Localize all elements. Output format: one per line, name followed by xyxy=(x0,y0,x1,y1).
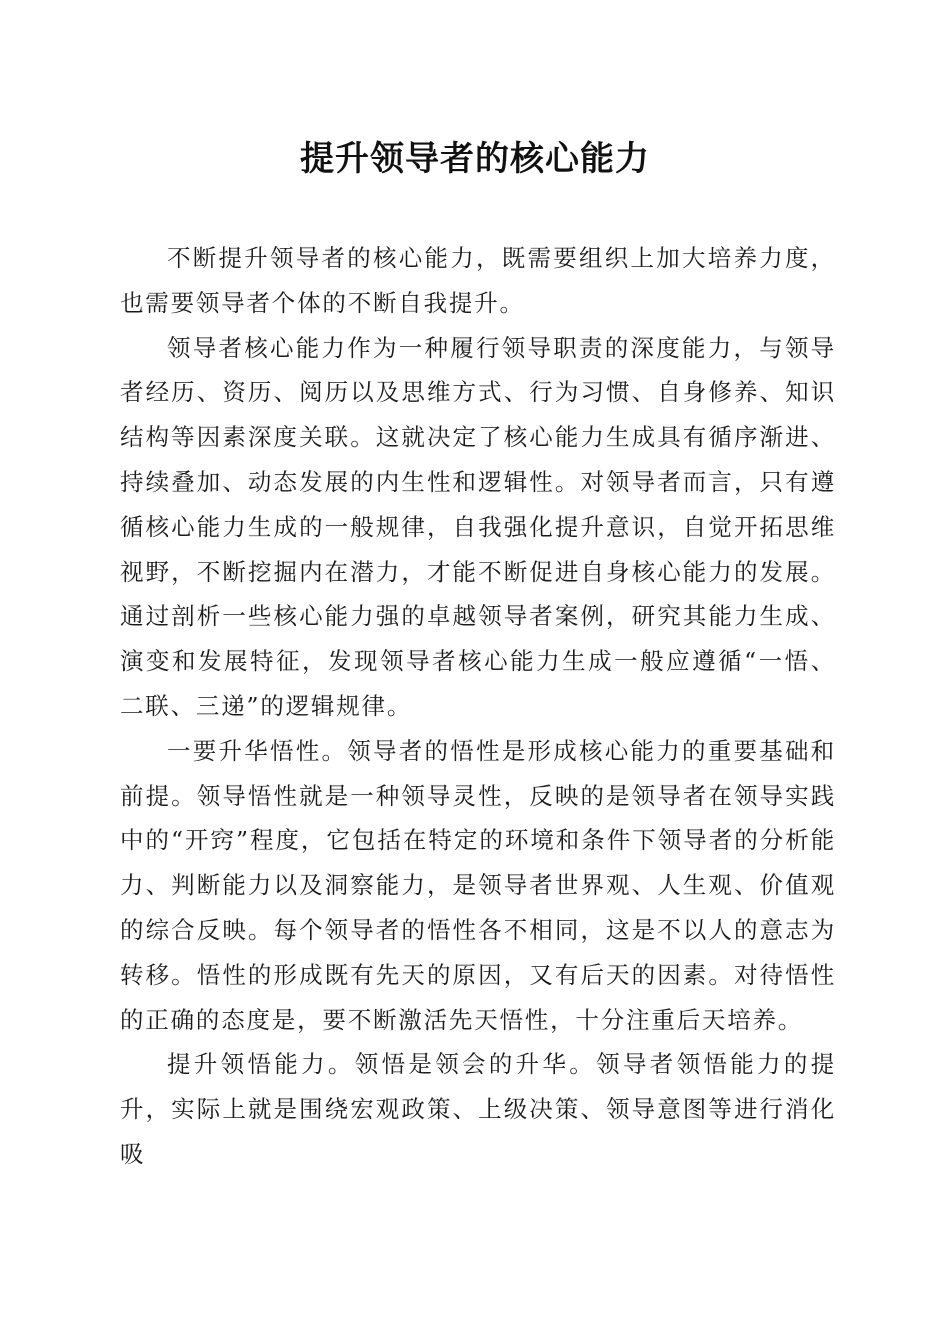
paragraph-core-ability: 领导者核心能力作为一种履行领导职责的深度能力，与领导者经历、资历、阅历以及思维方式、行为习惯、自身修养、知识结构等因素深度关联。这就决定了核心能力生成具有循序渐进、持续叠加、动态发展的内生性和逻辑性。对领导者而言，只有遵循核心能力生成的一般规律，自我强化提升意识，自觉开拓思维视野，不断挖掘内在潜力，才能不断促进自身核心能力的发展。通过剖析一些核心能力强的卓越领导者案例，研究其能力生成、演变和发展特征，发现领导者核心能力生成一般应遵循“一悟、二联、三递”的逻辑规律。 xyxy=(120,333,836,720)
document-body xyxy=(120,236,836,1177)
paragraph-intro: 不断提升领导者的核心能力，既需要组织上加大培养力度，也需要领导者个体的不断自我提升。 xyxy=(120,244,836,317)
document-title: 提升领导者的核心能力 xyxy=(300,139,650,179)
paragraph-comprehension: 提升领悟能力。领悟是领会的升华。领导者领悟能力的提升，实际上就是围绕宏观政策、上级决策、领导意图等进行消化吸 xyxy=(120,1050,836,1168)
paragraph-insight: 一要升华悟性。领导者的悟性是形成核心能力的重要基础和前提。领导悟性就是一种领导灵性，反映的是领导者在领导实践中的“开窍”程度，它包括在特定的环境和条件下领导者的分析能力、判断能力以及洞察能力，是领导者世界观、人生观、价值观的综合反映。每个领导者的悟性各不相同，这是不以人的意志为转移。悟性的形成既有先天的原因，又有后天的因素。对待悟性的正确的态度是，要不断激活先天悟性，十分注重后天培养。 xyxy=(120,736,836,1034)
